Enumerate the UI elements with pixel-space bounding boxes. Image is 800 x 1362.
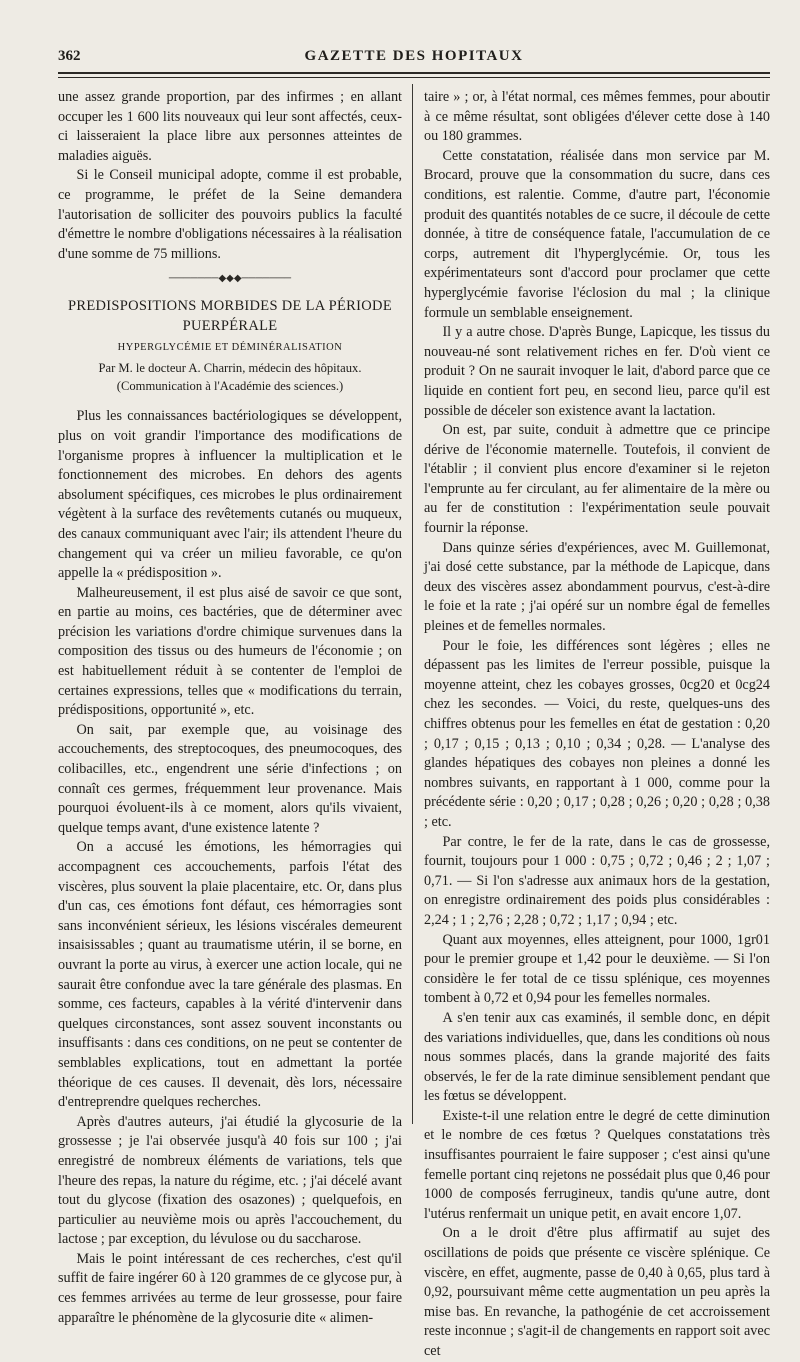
communication-note: (Communication à l'Académie des sciences.) [116, 379, 344, 394]
paragraph: Existe-t-il une relation entre le degré de cette diminution et le nombre de ces fœtus ? Quelques constatations très insuffisantes pourraient le faire supposer ; c'est ainsi qu'une femelle portant cinq rejetons ne possédait plus que 0,46 pour 1000 de composés ferrugineux, tandis qu'une autre, dont l'utérus renfermait un unique petit, en avait encore 1,07. [424, 1107, 770, 1222]
article-title: PREDISPOSITIONS MORBIDES DE LA PÉRIODE PUERPÉRALE [68, 298, 392, 335]
paragraph: A s'en tenir aux cas examinés, il semble donc, en dépit des variations individuelles, que, dans les conditions où nous nous sommes placés, dans la grande majorité des faits observés, le fer de la rate diminue sensiblement pendant que les fœtus se développent. [424, 1009, 770, 1105]
article-byline: Par M. le docteur A. Charrin, médecin des hôpitaux. [98, 361, 362, 376]
journal-title: GAZETTE DES HOPITAUX [304, 48, 524, 64]
paragraph: Par contre, le fer de la rate, dans le cas de grossesse, fournit, toujours pour 1 000 : 0,75 ; 0,72 ; 0,46 ; 2 ; 1,07 ; 0,71. — Si l'on s'adresse aux animaux hors de la gestation, on enregistre ordinairement des poids plus considérables : 2,24 ; 1 ; 2,76 ; 2,28 ; 0,72 ; 1,17 ; 0,94 ; etc. [424, 833, 770, 928]
section-separator: ───────◆◆◆─────── [168, 273, 292, 285]
paragraph: Il y a autre chose. D'après Bunge, Lapicque, les tissus du nouveau-né sont relativement riches en fer. D'où vient ce produit ? On ne saurait invoquer le lait, d'abord parce que ce liquide en contient fort peu, en second lieu, parce qu'il est possible de déceler son existence avant la lactation. [424, 324, 770, 419]
paragraph: Mais le point intéressant de ces recherches, c'est qu'il suffit de faire ingérer 60 à 120 grammes de ce glycose pur, à ces femmes arrivées au terme de leur grossesse, pour faire apparaître le phénomène de la glycosurie dite « alimen- [58, 1250, 402, 1326]
paragraph: Pour le foie, les différences sont légères ; elles ne dépassent pas les limites de l'erreur possible, puisque la moyenne atteint, chez les cobayes grosses, 0cg20 et 0cg24 chez les secondes. — Voici, du reste, quelques-uns des chiffres obtenus pour les femelles en état de gestation : 0,20 ; 0,17 ; 0,15 ; 0,13 ; 0,10 ; 0,34 ; 0,28. — L'analyse des glandes hépatiques des cobayes non pleines a donné les nombres suivants, en rapportant à 1 000, comme pour la précédente série : 0,20 ; 0,17 ; 0,28 ; 0,26 ; 0,20 ; 0,28 ; 0,38 ; etc. [424, 637, 770, 830]
paragraph: Malheureusement, il est plus aisé de savoir ce que sont, en partie au moins, ces bactéries, que de déterminer avec précision les variations d'ordre chimique survenues dans la composition des tissus ou des humeurs de l'économie ; on est habituellement réduit à se contenter de l'emploi de certaines expressions, telles que « modifications du terrain, prédispositions, opportunité », etc. [58, 584, 402, 719]
page-header [58, 48, 770, 72]
paragraph: On a le droit d'être plus affirmatif au sujet des oscillations de poids que présente ce viscère splénique. Ce viscère, en effet, augmente, passe de 0,40 à 0,65, plus tard à 0,92, poursuivant même cette augmentation un peu après la mise bas. En revanche, la pathogénie de cet accroissement reste inconnue ; s'agit-il de changements en rapport soit avec cet [424, 1225, 770, 1359]
article-subtitle: HYPERGLYCÉMIE ET DÉMINÉRALISATION [117, 342, 343, 354]
header-rule-thick [58, 72, 770, 74]
paragraph: On sait, par exemple que, au voisinage des accouchements, des streptocoques, des pneumocoques, des colibacilles, etc., engendrent une série d'infections ; on connaît ces germes, fréquemment leur provenance. Mais pourquoi évoluent-ils à ce moment, alors qu'ils vivaient, quelque temps avant, d'une existence latente ? [58, 721, 402, 836]
paragraph: On est, par suite, conduit à admettre que ce principe dérive de l'économie maternelle. Toutefois, il convient de l'établir ; il convient plus encore d'examiner si le rejeton l'emprunte au fer circulant, au fer alimentaire de la mère ou au fer de constitution : l'expérimentation seule pouvait fournir la réponse. [424, 422, 770, 537]
paragraph: On a accusé les émotions, les hémorragies qui accompagnent ces accouchements, parfois l'état des viscères, plus souvent la plaie placentaire, etc. Or, dans plus d'un cas, ces émotions font défaut, ces hémorragies sont sans inconvénient sérieux, les lésions viscérales demeurent insaisissables ; quant au traumatisme utérin, il se borne, en ouvrant la porte au virus, à exercer une action locale, qui ne saurait être confondue avec la tare générale des plasmas. En somme, ces facteurs, capables à la vérité d'intervenir dans quelques circonstances, sont assez souvent inconstants ou insuffisants : dans ces conditions, on ne peut se contenter de semblables explications, tout en admettant la portée théorique de ces causes. Il devenait, dès lors, nécessaire d'entreprendre quelques recherches. [58, 839, 402, 1111]
paragraph: une assez grande proportion, par des infirmes ; en allant occuper les 1 600 lits nouveaux qui leur sont affectés, ceux-ci laisseraient la place libre aux personnes atteintes de maladies aiguës. [58, 89, 402, 164]
left-column [58, 88, 402, 1326]
header-rule-thin [58, 77, 770, 78]
paragraph: Si le Conseil municipal adopte, comme il est probable, ce programme, le préfet de la Seine demandera l'autorisation de solliciter des pouvoirs publics la faculté d'émettre le nombre d'obligations nécessaires à la réalisation d'une somme de 75 millions. [58, 167, 402, 262]
paragraph: Quant aux moyennes, elles atteignent, pour 1000, 1gr01 pour le premier groupe et 1,42 pour le deuxième. — Si l'on considère le fer total de ce tissu splénique, ces moyennes tombent à 0,72 et 0,94 pour les femelles normales. [424, 931, 770, 1007]
paragraph: Cette constatation, réalisée dans mon service par M. Brocard, prouve que la consommation du sucre, dans ces conditions, est ralentie. Comme, d'autre part, l'économie produit des quantités notables de ce sucre, il découle de cette donnée, à titre de conséquence fatale, l'accumulation de ce corps, autrement dit l'hyperglycémie. Or, tous les expérimentateurs sont d'accord pour proclamer que cette hyperglycémie favorise l'éclosion du mal ; la clinique formule un semblable enseignement. [424, 147, 770, 321]
paragraph: taire » ; or, à l'état normal, ces mêmes femmes, pour aboutir à ce même résultat, sont obligées d'élever cette dose à 140 ou 180 grammes. [424, 89, 770, 145]
page-number: 362 [58, 48, 81, 64]
right-column [424, 88, 770, 1359]
paragraph: Plus les connaissances bactériologiques se développent, plus on voit grandir l'importance des modifications de l'organisme propres à influencer la multiplication et le fonctionnement des microbes. En dehors des agents absolument spécifiques, ces microbes le plus ordinairement végètent à la surface des revêtements cutanés ou muqueux, des canaux communiquant avec l'air; ils attendent l'heure du changement qui va créer un milieu favorable, ce qu'on appelle la « prédisposition ». [58, 408, 402, 582]
paragraph: Après d'autres auteurs, j'ai étudié la glycosurie de la grossesse ; je l'ai observée jusqu'à 40 fois sur 100 ; j'ai enregistré de nombreux éléments de variations, tels que l'heure des repas, la nature du régime, etc. ; j'ai décelé avant tout du glycose (fixation des osazones) ; quelquefois, en particulier au neuvième mois ou après l'accouchement, du lactose ; par exception, du lévulose ou du saccharose. [58, 1113, 402, 1248]
paragraph: Dans quinze séries d'expériences, avec M. Guillemonat, j'ai dosé cette substance, par la méthode de Lapicque, dans deux des viscères assez abondamment pourvus, c'est-à-dire le foie et la rate ; j'ai opéré sur un nombre égal de femelles pleines et de femelles normales. [424, 539, 770, 635]
column-divider [412, 84, 413, 1124]
